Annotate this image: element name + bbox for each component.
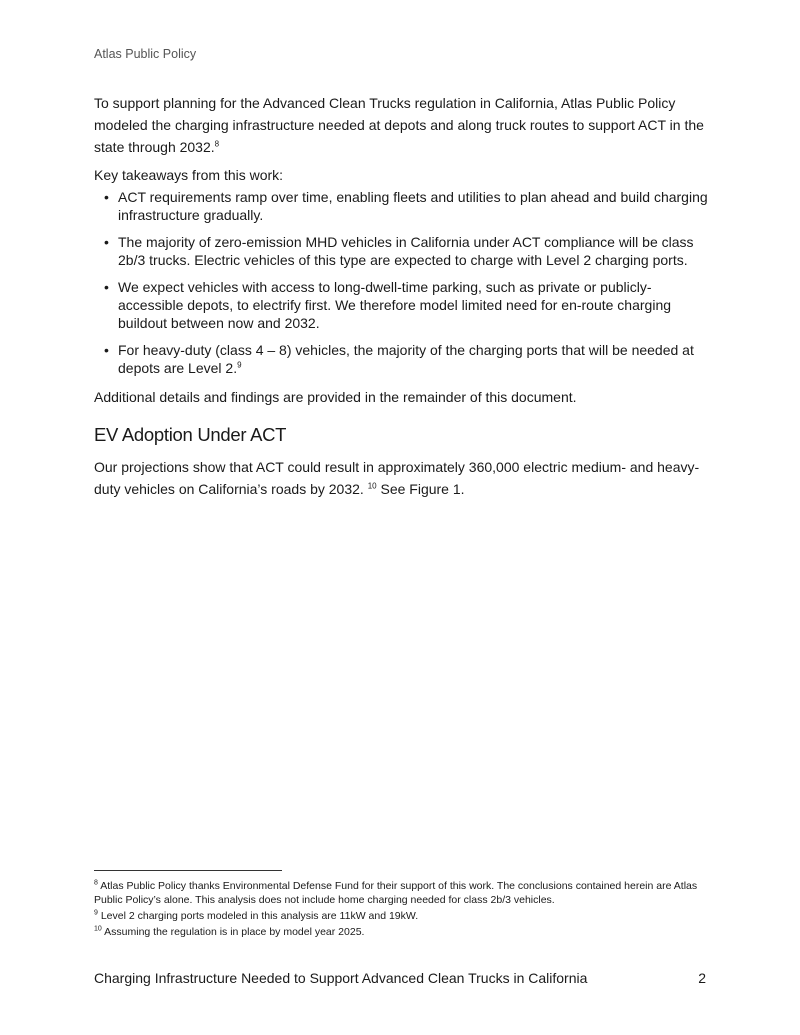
list-item — [94, 233, 708, 269]
intro-paragraph — [94, 92, 708, 158]
page-footer — [94, 970, 706, 986]
intro-text: To support planning for the Advanced Clean Trucks regulation in California, Atlas Public Policy modeled the charging infrastructure needed at depots and along truck routes to support ACT in the state through 2032. — [94, 95, 704, 155]
takeaways-lead: Key takeaways from this work: — [94, 167, 284, 183]
footnote-ref-10[interactable]: 10 — [367, 481, 377, 491]
footnote-text: Assuming the regulation is in place by model year 2025. — [104, 926, 365, 938]
footnote-8 — [94, 879, 708, 907]
bullet-icon: • — [104, 342, 109, 358]
footnote-text: Atlas Public Policy thanks Environmental Defense Fund for their support of this work. The conclusions contained herein are Atlas Public Policy’s alone. This analysis does not include home charging needed for class 2b/3 vehicles. — [94, 880, 698, 906]
footnote-ref-9[interactable]: 9 — [237, 360, 242, 370]
main-content — [94, 92, 708, 506]
footnote-9 — [94, 909, 708, 923]
footnote-divider — [94, 870, 282, 871]
list-item — [94, 341, 708, 377]
footnote-number: 10 — [94, 925, 102, 933]
list-item — [94, 278, 708, 332]
bullet-icon: • — [104, 279, 109, 295]
footnote-10 — [94, 925, 708, 939]
takeaways-list — [94, 188, 708, 377]
footer-title: Charging Infrastructure Needed to Support Advanced Clean Trucks in California — [94, 970, 588, 986]
footnotes — [94, 879, 708, 941]
bullet-icon: • — [104, 189, 109, 205]
list-item-text: The majority of zero-emission MHD vehicles in California under ACT compliance will be class 2b/3 trucks. Electric vehicles of this type are expected to charge with Level 2 charging ports. — [118, 234, 694, 268]
page-number: 2 — [698, 970, 706, 986]
footnote-text: Level 2 charging ports modeled in this analysis are 11kW and 19kW. — [100, 910, 419, 922]
section-text: Our projections show that ACT could result in approximately 360,000 electric medium- and heavy-duty vehicles on California’s roads by 2032. — [94, 459, 700, 497]
list-item-text: ACT requirements ramp over time, enabling fleets and utilities to plan ahead and build charging infrastructure gradually. — [118, 189, 708, 223]
footnote-number: 9 — [94, 909, 98, 917]
list-item — [94, 188, 708, 224]
list-item-text: For heavy-duty (class 4 – 8) vehicles, the majority of the charging ports that will be needed at depots are Level 2. — [118, 342, 694, 376]
list-item-text: We expect vehicles with access to long-dwell-time parking, such as private or publicly-accessible depots, to electrify first. We therefore model limited need for en-route charging buildout between now and 2032. — [118, 279, 672, 331]
running-header: Atlas Public Policy — [94, 47, 197, 61]
figure-reference: See Figure 1. — [380, 481, 465, 497]
footnote-number: 8 — [94, 879, 98, 887]
section-paragraph — [94, 456, 708, 500]
additional-paragraph: Additional details and findings are provided in the remainder of this document. — [94, 389, 577, 405]
footnote-ref-8[interactable]: 8 — [214, 139, 220, 149]
section-heading: EV Adoption Under ACT — [94, 424, 287, 445]
bullet-icon: • — [104, 234, 109, 250]
